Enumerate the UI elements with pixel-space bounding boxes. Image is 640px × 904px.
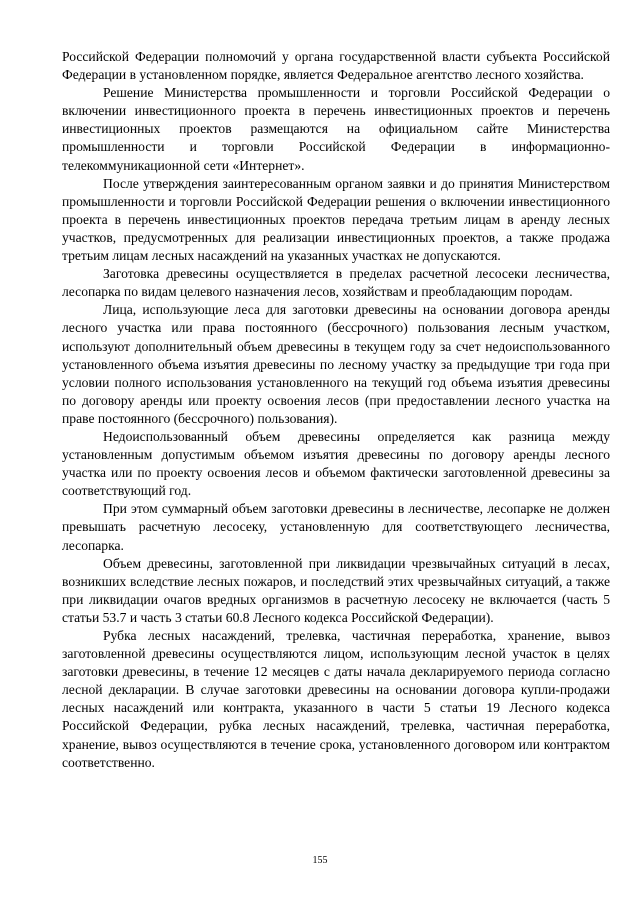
paragraph: При этом суммарный объем заготовки древесины в лесничестве, лесопарке не должен превышать расчетную лесосеку, установленную для соответствующего лесничества, лесопарка. [62, 501, 610, 553]
paragraph: Решение Министерства промышленности и торговли Российской Федерации о включении инвестиционного проекта в перечень инвестиционных проектов и перечень инвестиционных проектов размещаются на официальном сайте Министерства промышленности и торговли Российской Федерации в информационно-телекоммуникационной сети «Интернет». [62, 85, 610, 173]
paragraph: Рубка лесных насаждений, трелевка, частичная переработка, хранение, вывоз заготовленной древесины осуществляются лицом, использующим лесной участок в целях заготовки древесины, в течение 12 месяцев с даты начала декларируемого периода согласно лесной декларации. В случае заготовки древесины на основании договора купли-продажи лесных насаждений или контракта, указанного в части 5 статьи 19 Лесного кодекса Российской Федерации, рубка лесных насаждений, трелевка, частичная переработка, хранение, вывоз осуществляются в течение срока, установленного договором или контрактом соответственно. [62, 628, 610, 770]
page-number: 155 [312, 855, 328, 866]
paragraph: Заготовка древесины осуществляется в пределах расчетной лесосеки лесничества, лесопарка по видам целевого назначения лесов, хозяйствам и преобладающим породам. [62, 266, 610, 300]
paragraph: Недоиспользованный объем древесины определяется как разница между установленным допустимым объемом изъятия древесины по договору аренды лесного участка или по проекту освоения лесов и объемом фактически заготовленной древесины за соответствующий год. [62, 428, 610, 499]
document-body [62, 48, 610, 772]
paragraph-continued: Российской Федерации полномочий у органа государственной власти субъекта Российской Федерации в установленном порядке, является Федеральное агентство лесного хозяйства. [62, 49, 610, 83]
paragraph: Объем древесины, заготовленной при ликвидации чрезвычайных ситуаций в лесах, возникших вследствие лесных пожаров, и последствий этих чрезвычайных ситуаций, а также при ликвидации очагов вредных организмов в расчетную лесосеку не включается (часть 5 статьи 53.7 и часть 3 статьи 60.8 Лесного кодекса Российской Федерации). [62, 555, 610, 625]
paragraph: Лица, использующие леса для заготовки древесины на основании договора аренды лесного участка или права постоянного (бессрочного) пользования лесным участком, используют дополнительный объем древесины в текущем году за счет недоиспользованного установленного объема изъятия древесины по лесному участку за предыдущие три года при условии полного использования установленного на текущий год объема изъятия древесины по договору аренды или проекту освоения лесов (при предоставлении лесного участка на праве постоянного (бессрочного) пользования). [62, 302, 610, 426]
paragraph: После утверждения заинтересованным органом заявки и до принятия Министерством промышленности и торговли Российской Федерации решения о включении инвестиционного проекта в перечень инвестиционных проектов передача третьим лицам в аренду лесных участков, предусмотренных для реализации инвестиционных проектов, а также продажа третьим лицам лесных насаждений на указанных участках не допускаются. [62, 175, 610, 264]
